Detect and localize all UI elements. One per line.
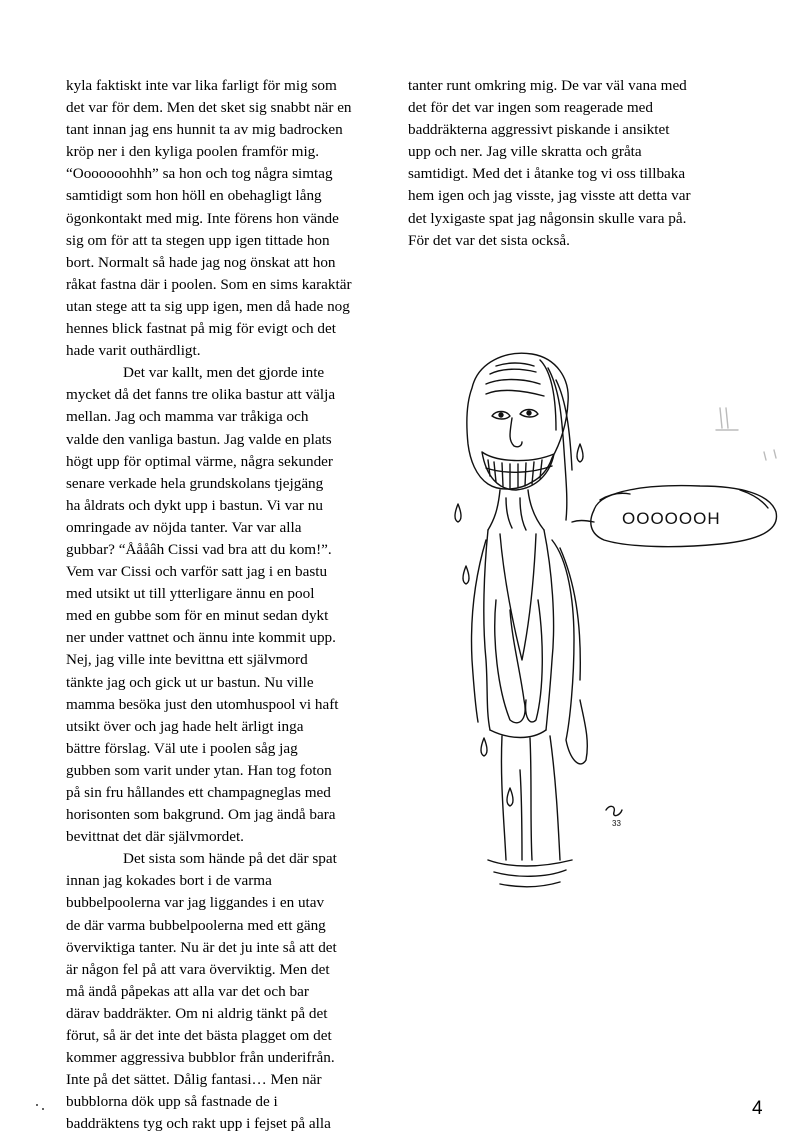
nose [510, 418, 522, 447]
legs [501, 736, 560, 860]
text-line: gubben som varit under ytan. Han tog foton [66, 761, 332, 779]
text-line: tänkte jag och gick ut ur bastun. Nu ville [66, 673, 314, 691]
text-line: förut, så är det inte det bästa plagget om det [66, 1027, 332, 1045]
text-line: högt upp för optimal värme, några sekunder [66, 452, 333, 470]
hair-strands [540, 360, 572, 520]
text-line: valde den vanliga bastun. Jag valde en plats [66, 430, 332, 448]
signature-scribble [606, 806, 622, 815]
text-line: bubbelpoolerna var jag liggandes i en utav [66, 894, 325, 912]
swimsuit [490, 534, 546, 738]
text-line: bevittnat det där självmordet. [66, 828, 244, 846]
text-line: bättre förslag. Väl ute i poolen såg jag [66, 739, 298, 757]
text-line: hem igen och jag visste, jag visste att detta var [408, 187, 691, 205]
text-line: hade varit outhärdligt. [66, 342, 201, 360]
right-arm [552, 540, 587, 764]
text-line: upp och ner. Jag ville skratta och gråta [408, 143, 642, 161]
water-ripples [488, 860, 572, 887]
sweat-drop [481, 738, 487, 756]
text-line: ha åldrats och dykt upp i bastun. Vi var nu [66, 496, 323, 514]
text-line: bort. Normalt så hade jag nog önskat att hon [66, 253, 336, 271]
text-line: tanter runt omkring mig. De var väl vana med [408, 77, 687, 94]
text-line: horisonten som bakgrund. Om jag ändå bara [66, 806, 336, 824]
text-line: Nej, jag ville inte bevittna ett självmord [66, 651, 308, 669]
text-line: råkat fastna där i poolen. Som en sims karaktär [66, 275, 352, 293]
text-line: Vem var Cissi och varför satt jag i en bastu [66, 563, 328, 581]
text-line: bubblorna dök upp så fastnade de i [66, 1093, 278, 1111]
speech-bubble-text: OOOOOOH [622, 509, 721, 528]
text-line: samtidigt som hon höll en obehagligt lång [66, 187, 322, 205]
text-line: utsikt över och jag hade helt ärligt inga [66, 717, 304, 735]
text-line: de där varma bubbelpoolerna med ett gäng [66, 916, 326, 934]
text-line: på sin fru hållandes ett champagneglas med [66, 784, 331, 801]
page-number: 4 [752, 1098, 763, 1119]
artist-signature: 33 [612, 819, 621, 828]
left-pupil [499, 413, 503, 417]
paragraph-start-line: Det var kallt, men det gjorde inte [123, 364, 325, 382]
forehead-wrinkles [486, 363, 544, 396]
text-line: med en gubbe som för en minut sedan dykt [66, 607, 329, 625]
text-line: ögonkontakt med mig. Inte förens hon vände [66, 209, 339, 227]
speck [36, 1104, 38, 1106]
text-line: det lyxigaste spat jag någonsin skulle vara på. [408, 209, 687, 227]
text-line: överviktiga tanter. Nu är det ju inte så att det [66, 938, 337, 956]
text-line: därav baddräkter. Om ni aldrig tänkt på det [66, 1004, 328, 1022]
text-line: “Ooooooohhh” sa hon och tog några simtag [66, 165, 333, 183]
speck [42, 1108, 44, 1110]
text-line: utan stege att ta sig upp igen, men då hade nog [66, 297, 350, 315]
text-line: kyla faktiskt inte var lika farligt för mig som [66, 77, 337, 94]
sweat-drop [455, 504, 461, 522]
text-line: med utsikt ut till ytterligare ännu en pool [66, 585, 315, 603]
text-line: är någon fel på att vara överviktig. Men det [66, 960, 330, 978]
speech-bubble-wavy-edge [600, 490, 768, 508]
text-line: mycket då det fanns tre olika bastur att välja [66, 386, 336, 404]
sweat-drop [507, 788, 513, 806]
text-line: det var för dem. Men det sket sig snabbt när en [66, 99, 352, 117]
text-line: innan jag kokades bort i de varma [66, 872, 272, 890]
text-line: kommer aggressiva bubblor från underifrån. [66, 1049, 335, 1067]
text-line: baddräkterna aggressivt piskande i ansiktet [408, 121, 670, 139]
sweat-drop [463, 566, 469, 584]
speech-bubble-tail [572, 521, 594, 523]
text-line: mellan. Jag och mamma var tråkiga och [66, 408, 309, 426]
text-line: tant innan jag ens hunnit ta av mig badrocken [66, 121, 343, 139]
text-line: mamma besöka just den utomhuspool vi haft [66, 695, 339, 713]
text-line: gubbar? “Åååâh Cissi vad bra att du kom!”. [66, 540, 332, 558]
text-line: må ändå påpekas att alla var det och bar [66, 982, 309, 1000]
text-line: samtidigt. Med det i åtanke tog vi oss tillbaka [408, 165, 686, 183]
paragraph-start-line: Det sista som hände på det där spat [123, 850, 337, 868]
text-line: Inte på det sättet. Dålig fantasi… Men när [66, 1071, 322, 1089]
faint-marks [716, 408, 776, 460]
text-line: ner under vattnet och ännu inte kommit upp. [66, 629, 336, 647]
breasts [495, 600, 543, 723]
sweat-drop [577, 444, 583, 462]
text-line: det för det var ingen som reagerade med [408, 99, 654, 117]
text-line: sig om för att ta stegen upp igen tittade hon [66, 231, 330, 249]
text-line: hennes blick fastnat på mig för evigt och det [66, 320, 336, 338]
text-line: senare verkade hela grundskolans tjejgäng [66, 474, 324, 492]
text-line: För det var det sista också. [408, 231, 570, 249]
text-line: omringade av nöjda tanter. Var var alla [66, 518, 302, 536]
text-line: baddräktens tyg och rakt upp i fejset på alla [66, 1115, 331, 1133]
neck [488, 490, 544, 530]
text-line: kröp ner i den kyliga poolen framför mig. [66, 143, 320, 161]
right-pupil [527, 411, 531, 415]
